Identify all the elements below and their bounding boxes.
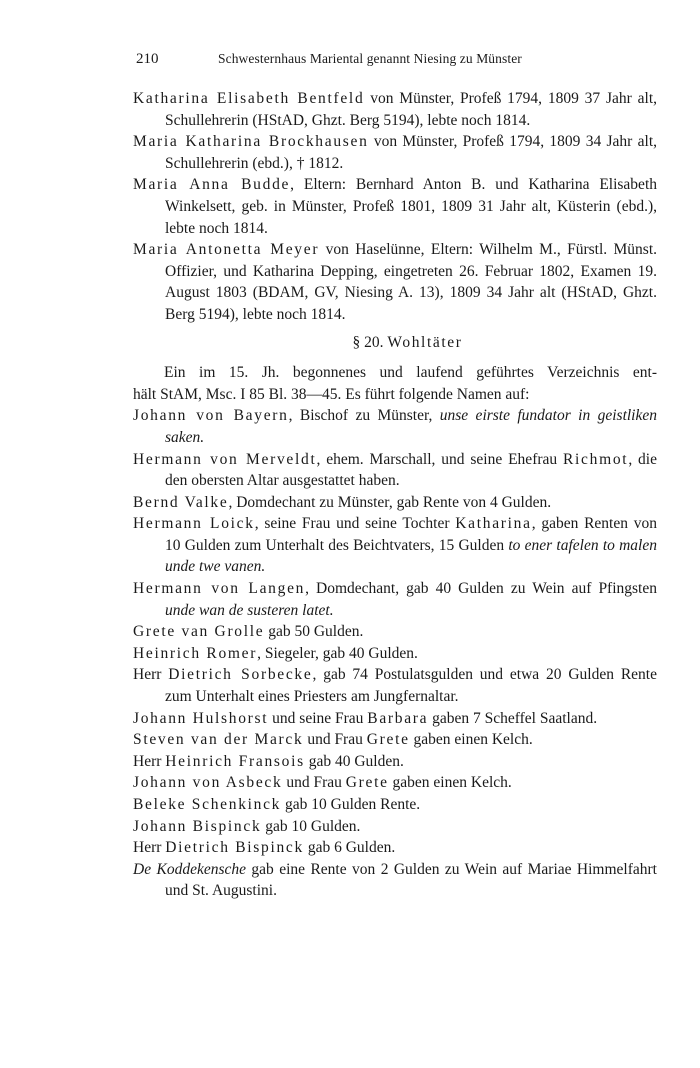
entry-text: gab 50 Gulden. xyxy=(264,623,364,641)
person-name: Johann von Asbeck xyxy=(133,774,283,792)
person-name: Maria Antonetta Meyer xyxy=(133,241,320,259)
main-text xyxy=(133,88,657,902)
benefactor-entry xyxy=(133,729,657,751)
person-name: Heinrich Fransois xyxy=(165,752,305,770)
name-prefix: Herr xyxy=(133,839,166,857)
person-name: Beleke Schenkinck xyxy=(133,796,282,813)
benefactor-entry xyxy=(133,492,657,514)
section-title: Wohltäter xyxy=(387,333,463,351)
benefactor-entry xyxy=(133,405,657,448)
person-name: Steven van der Marck xyxy=(133,731,304,749)
entry-text: , gab 74 Postulatsgulden und etwa 20 Gulden Rente zum Unterhalt eines Priesters am Jungfernaltar. xyxy=(165,666,657,706)
entry-text-2: gaben 7 Scheffel Saatland. xyxy=(428,709,598,727)
benefactor-entry xyxy=(133,449,657,492)
entry-text: gab 10 Gulden Rente. xyxy=(281,796,421,813)
benefactor-entry xyxy=(133,772,657,794)
entry-text: gab 10 Gulden. xyxy=(261,817,361,835)
entry-quote: unde wan de susteren latet. xyxy=(165,601,334,619)
benefactor-entry xyxy=(133,794,657,816)
entry-text: von Haselünne, Eltern: Wilhelm M., Fürstl. Münst. Offizier, und Katharina Depping, eingetreten 26. Februar 1802, Examen 19. August 1803 (BDAM, GV, Niesing A. 13), 1809 34 Jahr alt (HStAD, Ghzt. Berg 5194), lebte noch 1814. xyxy=(165,241,658,323)
benefactor-entry xyxy=(133,859,657,902)
entry-text: , Eltern: Bernhard Anton B. und Katharina Elisabeth Winkelsett, geb. in Münster, Profeß 1801, 1809 31 Jahr alt, Küsterin (ebd.), lebte noch 1814. xyxy=(165,176,657,237)
person-name: Dietrich Bispinck xyxy=(165,839,304,857)
entry-text: , seine Frau und seine Tochter xyxy=(254,515,456,533)
entry-text: , ehem. Marschall, und seine Ehefrau xyxy=(316,450,564,468)
entry-text: von Münster, Profeß 1794, 1809 37 Jahr alt, Schullehrerin (HStAD, Ghzt. Berg 5194), lebte noch 1814. xyxy=(165,90,657,129)
entry-text: und Frau xyxy=(282,774,346,792)
page-number: 210 xyxy=(136,51,159,67)
page-header xyxy=(136,51,656,68)
person-name: Johann Hulshorst xyxy=(133,709,269,727)
benefactor-entry xyxy=(133,816,657,838)
entry-text: gab 6 Gulden. xyxy=(303,839,396,857)
person-name: Hermann von Merveldt xyxy=(133,450,317,468)
person-name: Katharina Elisabeth Bentfeld xyxy=(133,90,365,107)
entry-quote: De Koddekensche xyxy=(133,860,247,878)
person-name: Dietrich Sorbecke xyxy=(168,666,313,684)
entry-text: und Frau xyxy=(303,731,367,749)
person-name-2: Grete xyxy=(366,731,410,749)
section-heading xyxy=(133,332,657,354)
person-name-2: Grete xyxy=(345,774,389,792)
benefactor-entry xyxy=(133,708,657,730)
person-name: Johann von Bayern xyxy=(133,407,289,425)
entry-text-2: gaben einen Kelch. xyxy=(388,774,512,792)
entry-text: , Domdechant zu Münster, gab Rente von 4 Gulden. xyxy=(228,493,552,511)
person-name: Heinrich Romer xyxy=(133,644,258,662)
entry-text-2: , die den obersten Altar ausgestattet haben. xyxy=(165,450,657,490)
entry-text: gab 40 Gulden. xyxy=(304,752,404,770)
benefactor-entry xyxy=(133,751,657,773)
entry-text-2: , gaben Renten von 10 Gulden zum Unterhalt des Beichtvaters, 15 Gulden xyxy=(165,515,657,554)
person-name: Hermann von Langen xyxy=(133,580,306,598)
entry-text: , Domdechant, gab 40 Gulden zu Wein auf Pfingsten xyxy=(305,580,657,598)
person-name: Bernd Valke xyxy=(133,493,229,511)
benefactor-entry xyxy=(133,621,657,643)
benefactor-entry xyxy=(133,513,657,578)
person-name-2: Richmot xyxy=(563,450,629,468)
entry-quote: to ener tafelen to malen unde twe vanen. xyxy=(165,536,657,576)
section-number: § 20. xyxy=(352,333,384,351)
entry-text: und seine Frau xyxy=(268,709,368,727)
person-name: Hermann Loick xyxy=(133,515,255,533)
entry-text: , Siegeler, gab 40 Gulden. xyxy=(257,644,418,662)
person-name-2: Barbara xyxy=(367,709,429,727)
nun-entry xyxy=(133,174,657,239)
person-name: Maria Anna Budde xyxy=(133,176,291,194)
person-name: Johann Bispinck xyxy=(133,817,262,835)
name-prefix: Herr xyxy=(133,666,169,684)
benefactor-entry xyxy=(133,664,657,707)
intro-line-1: Ein im 15. Jh. begonnenes und laufend geführtes Verzeichnis ent- xyxy=(164,364,657,382)
entry-text: gab eine Rente von 2 Gulden zu Wein auf Mariae Himmelfahrt und St. Augustini. xyxy=(165,860,657,900)
benefactor-entry xyxy=(133,643,657,665)
entry-text: , Bischof zu Münster, xyxy=(288,407,440,425)
benefactor-entry xyxy=(133,837,657,859)
nun-entry xyxy=(133,88,657,131)
nun-entry xyxy=(133,239,657,325)
person-name: Grete van Grolle xyxy=(133,623,265,641)
benefactor-entry xyxy=(133,578,657,621)
person-name-2: Katharina xyxy=(455,515,532,533)
intro-line-2: hält StAM, Msc. I 85 Bl. 38—45. Es führt folgende Namen auf: xyxy=(133,385,530,403)
entry-quote: unse eirste fundator in geistliken saken. xyxy=(165,407,657,446)
nun-entry xyxy=(133,131,657,174)
intro-paragraph xyxy=(133,362,657,405)
running-title: Schwesternhaus Mariental genannt Niesing zu Münster xyxy=(218,51,522,66)
name-prefix: Herr xyxy=(133,752,166,770)
entry-text: von Münster, Profeß 1794, 1809 34 Jahr alt, Schullehrerin (ebd.), † 1812. xyxy=(165,133,658,172)
person-name: Maria Katharina Brockhausen xyxy=(133,133,369,151)
entry-text-2: gaben einen Kelch. xyxy=(409,731,533,749)
